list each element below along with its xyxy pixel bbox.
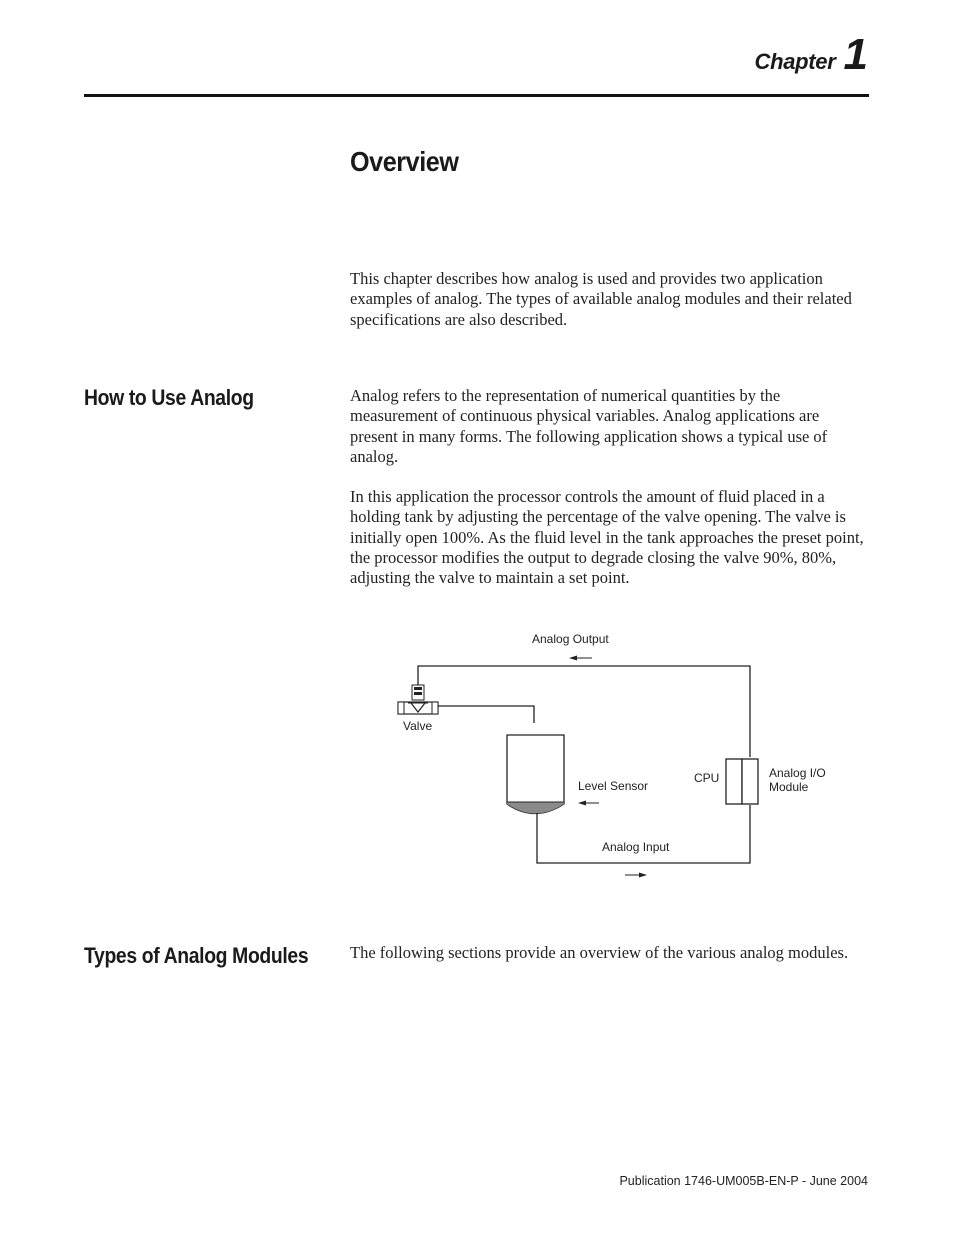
chapter-label: Chapter <box>754 49 836 74</box>
analog-definition-paragraph: Analog refers to the representation of numerical quantities by the measurement of continuous physical variables. Analog applications are present in many forms. The following application shows a typical use of analog. <box>350 386 828 466</box>
level-sensor-label: Level Sensor <box>578 779 649 793</box>
intro-paragraph: This chapter describes how analog is used and provides two application examples of analog. The types of available analog modules and their related specifications are also described. <box>350 269 852 329</box>
level-sensor-arrow <box>578 801 599 806</box>
analog-output-arrow <box>569 656 592 661</box>
analog-application-diagram <box>380 625 850 887</box>
publication-footer: Publication 1746-UM005B-EN-P - June 2004 <box>619 1174 868 1188</box>
page-title: Overview <box>350 146 459 177</box>
analog-input-arrow <box>625 873 647 878</box>
analog-input-label: Analog Input <box>602 840 670 854</box>
input-wire <box>537 805 750 863</box>
pipe <box>438 706 534 723</box>
analog-output-label: Analog Output <box>532 632 609 646</box>
chapter-header <box>0 30 868 80</box>
chapter-number: 1 <box>843 30 868 79</box>
section-heading-how-to-use-analog: How to Use Analog <box>84 385 254 410</box>
section-heading-types-of-analog-modules: Types of Analog Modules <box>84 943 309 968</box>
analog-io-label-line2: Module <box>769 780 809 794</box>
valve-icon <box>398 685 438 714</box>
plc-chassis <box>726 759 758 804</box>
analog-io-label-line1: Analog I/O <box>769 766 826 780</box>
header-rule <box>84 94 869 97</box>
valve-label: Valve <box>403 719 433 733</box>
types-paragraph: The following sections provide an overview of the various analog modules. <box>350 943 849 962</box>
application-paragraph: In this application the processor controls the amount of fluid placed in a holding tank by adjusting the percentage of the valve opening. The valve is initially open 100%. As the fluid level in the tank approaches the preset point, the processor modifies the output to degrade closing the valve 90%, 80%, adjusting the valve to maintain a set point. <box>350 487 864 588</box>
cpu-label: CPU <box>694 771 720 785</box>
holding-tank <box>507 735 564 814</box>
output-wire <box>418 666 750 757</box>
